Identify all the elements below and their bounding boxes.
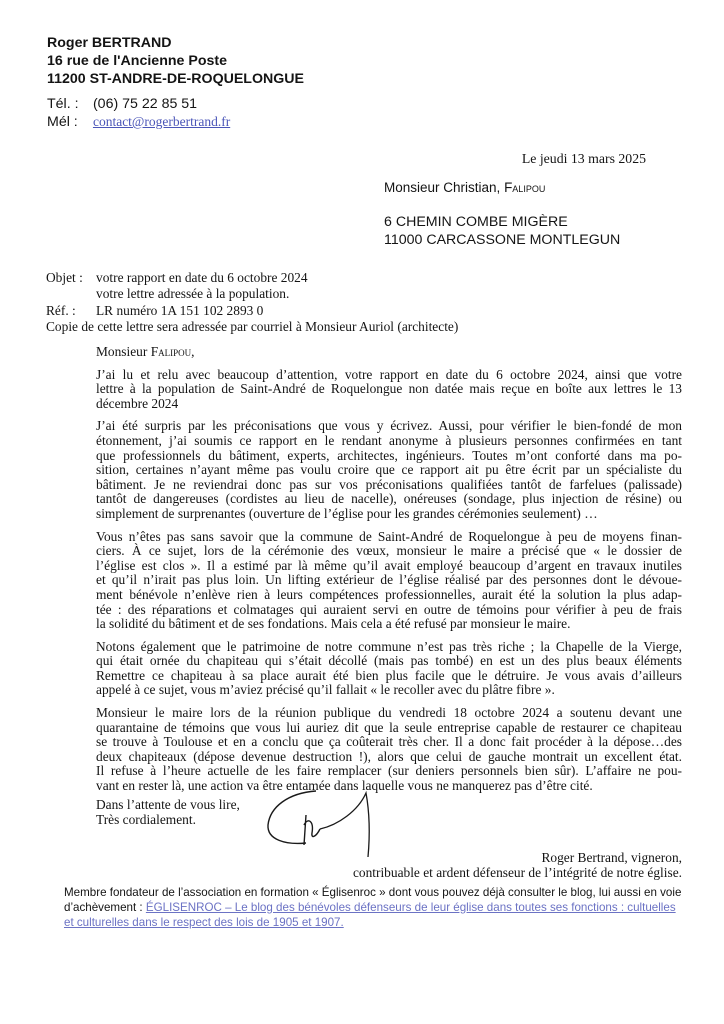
paragraph-line: Monsieur le maire lors de la réunion publique du vendredi 18 octobre 2024 a soutenu devant une bbox=[96, 705, 682, 721]
paragraph-line: se trouve à Toulouse et en a conclu que ça coûterait très cher. Il a donc fait procéder à la dépose…des bbox=[96, 734, 682, 750]
sender-contact bbox=[47, 96, 230, 131]
handwritten-signature bbox=[258, 785, 408, 860]
paragraph-line: sition, certaines n’ayant même pas voulu croire que ce rapport ait pu être écrit par un spécialiste du bbox=[96, 462, 682, 478]
paragraph-line: Remettre ce chapiteau à sa place aurait été bien plus facile que le détruire. Je vous avais d’ailleurs bbox=[96, 667, 682, 683]
recipient-address-line2: 11000 CARCASSONE MONTLEGUN bbox=[384, 232, 621, 248]
paragraph-line: décembre 2024 bbox=[96, 395, 179, 411]
salutation-prefix: Monsieur bbox=[96, 344, 148, 359]
email-label: Mél : bbox=[47, 114, 78, 130]
closing-line2: Très cordialement. bbox=[96, 812, 196, 827]
body-paragraph bbox=[96, 530, 682, 632]
email-row bbox=[47, 113, 230, 131]
sender-address-line2: 11200 ST-ANDRE-DE-ROQUELONGUE bbox=[47, 71, 305, 87]
object-label: Objet : bbox=[46, 270, 83, 285]
reference-block bbox=[46, 270, 458, 336]
sender-name: Roger BERTRAND bbox=[47, 35, 172, 51]
phone-label: Tél. : bbox=[47, 96, 79, 112]
paragraph-line: l’église est clos ». Il a estimé par là même qu’il avait employé beaucoup d’argent en travaux inutiles bbox=[96, 557, 682, 573]
letter-body bbox=[96, 345, 682, 802]
sender-block bbox=[47, 34, 304, 88]
signoff-line2: contribuable et ardent défenseur de l’intégrité de notre église. bbox=[352, 865, 682, 880]
recipient-surname: Falipou bbox=[504, 180, 546, 195]
paragraph-line: J’ai été surpris par les préconisations que vous y écrivez. Aussi, pour vérifier le bien-fondé de mon bbox=[96, 418, 682, 434]
paragraph-line: lettre à la population de Saint-André de Roquelongue non datée mais reçue en boîte aux lettres le 13 bbox=[96, 381, 682, 397]
phone-number: (06) 75 22 85 51 bbox=[92, 96, 198, 112]
object-row bbox=[46, 270, 458, 286]
ref-row bbox=[46, 303, 458, 319]
paragraph-line: Il refuse à l’heure actuelle de les faire remplacer (sur deniers personnels bien sûr). L’affaire ne pou- bbox=[96, 763, 682, 779]
closing-line1: Dans l’attente de vous lire, bbox=[96, 797, 240, 812]
signoff bbox=[353, 850, 682, 880]
footer-note bbox=[64, 886, 684, 930]
paragraph-line: ciers. À ce sujet, lors de la cérémonie des vœux, monsieur le maire a précisé que « le dossier de bbox=[96, 543, 682, 559]
paragraph-line: la solidité du bâtiment et de ses fondations. Mais cela a été refusé par monsieur le maire. bbox=[96, 616, 571, 632]
paragraph-line: appelé à ce sujet, vous m’aviez précisé qu’il fallait « le recoller avec du plâtre fibre ». bbox=[96, 682, 555, 698]
paragraph-line: J’ai lu et relu avec beaucoup d’attention, votre rapport en date du 6 octobre 2024, ainsi que votre bbox=[96, 366, 682, 382]
paragraph-line: tantôt de dangereuses (cordistes au lieu de nacelle), onéreuses (sondage, plus injection de résine) ou bbox=[96, 491, 682, 507]
footer-text: Membre fondateur de l’association en formation « Églisenroc » dont vous pouvez déjà consulter le blog, lui aussi en voie d’achèvement : bbox=[64, 886, 682, 914]
closing bbox=[96, 797, 240, 827]
paragraph-line: ment bénévole n’enlève rien à leurs compétences professionnelles, aurait été la solution la plus adap- bbox=[96, 586, 682, 602]
sender-address-line1: 16 rue de l'Ancienne Poste bbox=[47, 53, 227, 69]
paragraph-line: simplement de surprenantes (ouverture de l’église pour les grandes cérémonies seulement) … bbox=[96, 505, 598, 521]
paragraph-line: étonnement, j’ai soumis ce rapport en le rendant anonyme à plusieurs personnes confirmées en tant bbox=[96, 432, 682, 448]
paragraph-line: et qu’il n’irait pas plus loin. Un lifting extérieur de l’église réalisé par des personnes dont le dévoue- bbox=[96, 572, 682, 588]
recipient-name bbox=[384, 180, 545, 195]
phone-row bbox=[47, 96, 230, 113]
paragraph-line: que professionnels du bâtiment, experts, architectes, ingénieurs. Toutes m’ont conforté dans ma po- bbox=[96, 447, 682, 463]
salutation bbox=[96, 345, 682, 360]
salutation-name: Falipou, bbox=[150, 344, 195, 359]
paragraph-line: qui était ornée du chapiteau qui s’était décollé (mais pas tombé) en est un des plus beaux éléments bbox=[96, 653, 682, 669]
paragraph-line: Vous n’êtes pas sans savoir que la commune de Saint-André de Roquelongue à peu de moyens finan- bbox=[96, 528, 682, 544]
body-paragraph bbox=[96, 706, 682, 794]
recipient-name-prefix: Monsieur Christian, bbox=[384, 180, 501, 195]
paragraph-line: bâtiment. Je ne reviendrai donc pas sur vos préconisations qualifiées tantôt de farfelues (palissade) bbox=[96, 476, 682, 492]
blog-link[interactable]: ÉGLISENROC – Le blog des bénévoles défenseurs de leur église dans toutes ses fonctions : cultuelles et culturelles dans le respect des lois de 1905 et 1907. bbox=[64, 900, 676, 929]
recipient-address-line1: 6 CHEMIN COMBE MIGÈRE bbox=[384, 214, 568, 230]
paragraph-line: deux chapiteaux (dépose devenue destruction !), alors que celui de gauche montrait un excellent état. bbox=[96, 748, 682, 764]
recipient-address bbox=[384, 213, 620, 249]
ref-label: Réf. : bbox=[46, 302, 76, 318]
body-paragraph bbox=[96, 368, 682, 412]
email-link[interactable]: contact@rogerbertrand.fr bbox=[92, 114, 231, 129]
object-line2: votre lettre adressée à la population. bbox=[96, 286, 290, 302]
copy-line: Copie de cette lettre sera adressée par courriel à Monsieur Auriol (architecte) bbox=[46, 319, 459, 335]
paragraph-line: vant en rester là, une action va être entamée dans laquelle vous ne manquerez pas d’être cité. bbox=[96, 778, 593, 794]
body-paragraph bbox=[96, 419, 682, 521]
signoff-line1: Roger Bertrand, vigneron, bbox=[541, 850, 682, 865]
body-paragraphs bbox=[96, 368, 682, 794]
paragraph-line: quarantaine de témoins que vous lui auriez dit que la seule entreprise capable de restaurer ce chapiteau bbox=[96, 719, 682, 735]
paragraph-line: Notons également que le patrimoine de notre commune n’est pas très riche ; la Chapelle de la Vierge, bbox=[96, 638, 682, 654]
letter-date: Le jeudi 13 mars 2025 bbox=[521, 151, 646, 166]
paragraph-line: tée : des réparations et colmatages qui auraient servi en outre de témoins pour vérifier à peu de frais bbox=[96, 601, 682, 617]
object-line1: votre rapport en date du 6 octobre 2024 bbox=[96, 270, 308, 285]
ref-value: LR numéro 1A 151 102 2893 0 bbox=[96, 302, 264, 318]
body-paragraph bbox=[96, 640, 682, 698]
